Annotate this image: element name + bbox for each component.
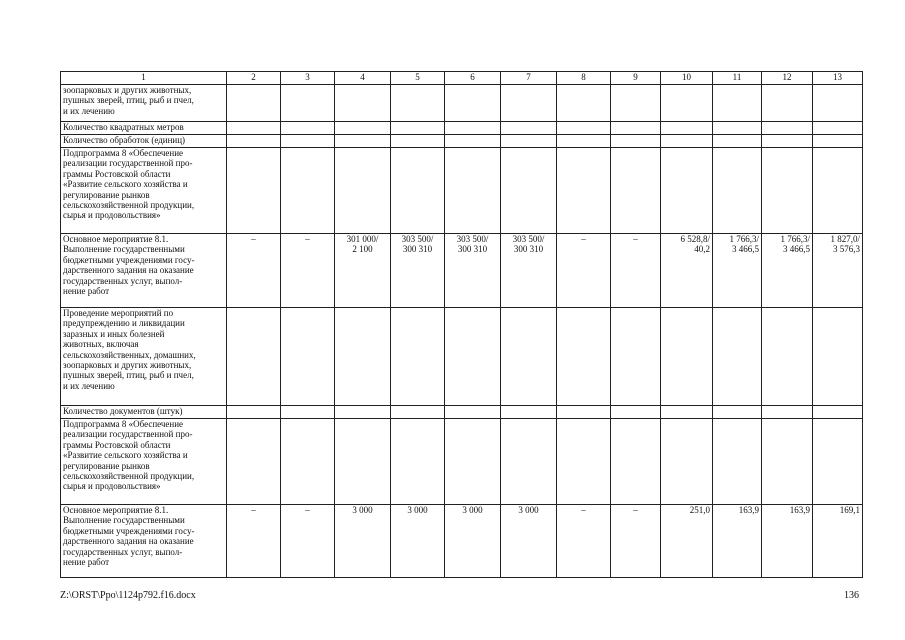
value-cell (501, 122, 557, 135)
table-row (61, 148, 863, 234)
value-cell: 303 500/ 300 310 (391, 234, 445, 308)
value-cell (501, 419, 557, 505)
value-cell (281, 122, 335, 135)
value-cell (335, 148, 391, 234)
value-cell (335, 308, 391, 406)
value-cell (281, 135, 335, 148)
value-cell (445, 419, 501, 505)
value-cell (762, 122, 813, 135)
value-cell: 3 000 (391, 505, 445, 578)
value-cell (335, 419, 391, 505)
value-cell (713, 122, 762, 135)
value-cell (661, 406, 713, 419)
value-cell (445, 135, 501, 148)
column-number-8: 8 (557, 72, 611, 85)
value-cell (445, 406, 501, 419)
value-cell (391, 406, 445, 419)
value-cell: 6 528,8/ 40,2 (661, 234, 713, 308)
value-cell (611, 308, 661, 406)
column-number-4: 4 (335, 72, 391, 85)
value-cell (281, 419, 335, 505)
document-path: Z:\ORST\Ppo\1124p792.f16.docx (60, 590, 196, 601)
value-cell (762, 406, 813, 419)
value-cell (813, 406, 863, 419)
value-cell: 1 766,3/ 3 466,5 (762, 234, 813, 308)
value-cell (611, 85, 661, 122)
value-cell (713, 148, 762, 234)
table-row (61, 419, 863, 505)
value-cell (557, 308, 611, 406)
value-cell (501, 85, 557, 122)
value-cell (661, 85, 713, 122)
row-label-cell: Подпрограмма 8 «Обеспечение реализации государственной про- граммы Ростовской области «Развитие сельского хозяйства и регулирование рынков сельскохозяйственной продукции, сырья и продовольствия» (61, 419, 227, 505)
row-label-cell: Количество обработок (единиц) (61, 135, 227, 148)
value-cell (762, 85, 813, 122)
value-cell (713, 308, 762, 406)
row-label-cell: Количество документов (штук) (61, 406, 227, 419)
value-cell (335, 85, 391, 122)
row-label-cell: Подпрограмма 8 «Обеспечение реализации государственной про- граммы Ростовской области «Развитие сельского хозяйства и регулирование рынков сельскохозяйственной продукции, сырья и продовольствия» (61, 148, 227, 234)
value-cell (445, 308, 501, 406)
value-cell (227, 135, 281, 148)
data-table (60, 71, 863, 578)
row-label-cell: Основное мероприятие 8.1. Выполнение государственными бюджетными учреждениями госу- дарственного задания на оказание государственных услуг, выпол- нение работ (61, 505, 227, 578)
value-cell: – (557, 505, 611, 578)
value-cell: – (557, 234, 611, 308)
value-cell (557, 148, 611, 234)
column-number-11: 11 (713, 72, 762, 85)
value-cell (227, 406, 281, 419)
value-cell (335, 122, 391, 135)
value-cell (227, 148, 281, 234)
value-cell: 303 500/ 300 310 (445, 234, 501, 308)
value-cell (391, 419, 445, 505)
value-cell (557, 122, 611, 135)
value-cell: 3 000 (501, 505, 557, 578)
value-cell (713, 135, 762, 148)
value-cell (501, 148, 557, 234)
value-cell (557, 406, 611, 419)
value-cell (557, 135, 611, 148)
value-cell (391, 122, 445, 135)
page-number: 136 (844, 590, 859, 601)
value-cell (713, 85, 762, 122)
row-label-cell: Основное мероприятие 8.1. Выполнение государственными бюджетными учреждениями госу- дарственного задания на оказание государственных услуг, выпол- нение работ (61, 234, 227, 308)
value-cell (813, 85, 863, 122)
value-cell: 301 000/ 2 100 (335, 234, 391, 308)
column-number-row (61, 72, 863, 85)
value-cell: 251,0 (661, 505, 713, 578)
table-row (61, 85, 863, 122)
value-cell (713, 419, 762, 505)
value-cell (281, 308, 335, 406)
value-cell (661, 308, 713, 406)
column-number-7: 7 (501, 72, 557, 85)
value-cell: 1 766,3/ 3 466,5 (713, 234, 762, 308)
value-cell (227, 122, 281, 135)
value-cell (281, 85, 335, 122)
value-cell (713, 406, 762, 419)
table-row (61, 122, 863, 135)
column-number-3: 3 (281, 72, 335, 85)
value-cell: – (227, 505, 281, 578)
value-cell: – (281, 505, 335, 578)
value-cell (445, 122, 501, 135)
value-cell (661, 148, 713, 234)
value-cell: – (611, 505, 661, 578)
value-cell (661, 419, 713, 505)
value-cell (813, 148, 863, 234)
value-cell (227, 308, 281, 406)
value-cell: 163,9 (713, 505, 762, 578)
value-cell (557, 419, 611, 505)
value-cell (391, 148, 445, 234)
value-cell (611, 122, 661, 135)
value-cell: – (611, 234, 661, 308)
value-cell (335, 406, 391, 419)
value-cell: – (227, 234, 281, 308)
column-number-10: 10 (661, 72, 713, 85)
value-cell (813, 419, 863, 505)
column-number-5: 5 (391, 72, 445, 85)
value-cell (611, 148, 661, 234)
column-number-12: 12 (762, 72, 813, 85)
value-cell (661, 135, 713, 148)
value-cell: 163,9 (762, 505, 813, 578)
value-cell (762, 308, 813, 406)
value-cell (501, 406, 557, 419)
value-cell (611, 419, 661, 505)
value-cell (611, 135, 661, 148)
value-cell (762, 148, 813, 234)
value-cell: 3 000 (335, 505, 391, 578)
table-row (61, 308, 863, 406)
value-cell: 1 827,0/ 3 576,3 (813, 234, 863, 308)
value-cell (611, 406, 661, 419)
column-number-1: 1 (61, 72, 227, 85)
column-number-13: 13 (813, 72, 863, 85)
value-cell (813, 135, 863, 148)
value-cell (391, 85, 445, 122)
value-cell (281, 406, 335, 419)
value-cell (813, 308, 863, 406)
row-label-cell: Проведение мероприятий по предупреждению и ликвидации заразных и иных болезней животных, включая сельскохозяйственных, домашних, зоопарковых и других животных, пушных зверей, птиц, рыб и пчел, и их лечению (61, 308, 227, 406)
value-cell: 303 500/ 300 310 (501, 234, 557, 308)
value-cell (227, 85, 281, 122)
table-row (61, 234, 863, 308)
table-row (61, 505, 863, 578)
table-row (61, 135, 863, 148)
value-cell (557, 85, 611, 122)
value-cell (445, 85, 501, 122)
value-cell (762, 419, 813, 505)
row-label-cell: зоопарковых и других животных, пушных зверей, птиц, рыб и пчел, и их лечению (61, 85, 227, 122)
value-cell (813, 122, 863, 135)
value-cell (281, 148, 335, 234)
value-cell (227, 419, 281, 505)
value-cell (335, 135, 391, 148)
column-number-9: 9 (611, 72, 661, 85)
row-label-cell: Количество квадратных метров (61, 122, 227, 135)
value-cell (445, 148, 501, 234)
value-cell (501, 135, 557, 148)
column-number-2: 2 (227, 72, 281, 85)
column-number-6: 6 (445, 72, 501, 85)
value-cell (501, 308, 557, 406)
table-row (61, 406, 863, 419)
value-cell (762, 135, 813, 148)
value-cell (661, 122, 713, 135)
value-cell (391, 135, 445, 148)
value-cell (391, 308, 445, 406)
value-cell: 169,1 (813, 505, 863, 578)
value-cell: 3 000 (445, 505, 501, 578)
value-cell: – (281, 234, 335, 308)
